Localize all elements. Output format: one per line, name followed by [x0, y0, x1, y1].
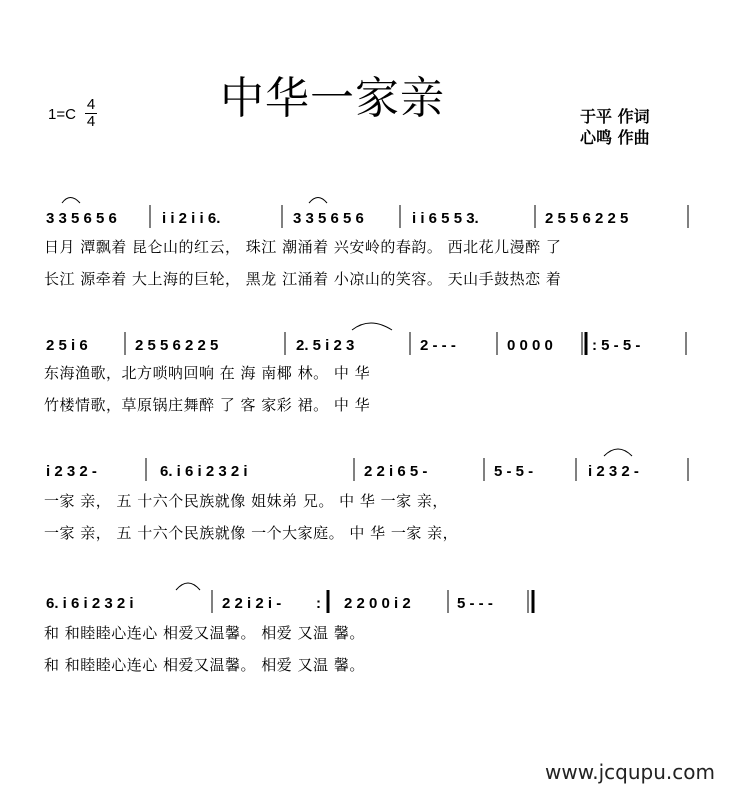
system-1-bar-4: i i 6 5 5 3.	[412, 210, 479, 227]
watermark: www.jcqupu.com	[545, 760, 715, 784]
system-4-bar-2: 2 2 i 2 i -	[222, 595, 282, 612]
system-2-bar-5: 0 0 0 0	[507, 337, 553, 354]
system-3-bar-5: i 2 3 2 -	[588, 463, 639, 480]
system-4-lyric-2: 和 和睦睦心连心 相爱又温馨。 相爱 又温 馨。	[44, 656, 365, 674]
system-3-bar-1: i 2 3 2 -	[46, 463, 97, 480]
system-4-lyric-1: 和 和睦睦心连心 相爱又温馨。 相爱 又温 馨。	[44, 624, 365, 642]
system-1-bar-5: 2 5 5 6 2 2 5	[545, 210, 629, 227]
slur-4	[604, 449, 632, 456]
system-3-lyric-2: 一家 亲， 五 十六个民族就像 一个大家庭。 中 华 一家 亲，	[44, 524, 459, 542]
system-2-lyric-2: 竹楼情歌，草原锅庄舞醉 了 客 家彩 裙。 中 华	[44, 396, 371, 414]
slur-5	[176, 583, 200, 590]
system-1-notation	[46, 198, 688, 229]
composer-credit: 心鸣 作曲	[580, 128, 650, 147]
system-2-bar-2: 2 5 5 6 2 2 5	[135, 337, 219, 354]
time-signature-top: 4	[86, 96, 96, 113]
slur-2	[309, 198, 327, 204]
system-1-bar-2: i i 2 i i 6.	[162, 210, 221, 227]
time-signature-bottom: 4	[86, 113, 96, 130]
slur-3	[352, 323, 392, 330]
system-3-bar-4: 5 - 5 -	[494, 463, 534, 480]
system-1-lyric-1: 日月 潭飘着 昆仑山的红云， 珠江 潮涌着 兴安岭的春韵。 西北花儿漫醉 了	[44, 238, 562, 256]
slur-1	[62, 198, 80, 204]
system-1-lyric-2: 长江 源牵着 大上海的巨轮， 黑龙 江涌着 小凉山的笑容。 天山手鼓热恋 着	[44, 270, 562, 288]
system-4-notation	[46, 583, 533, 613]
key-signature: 1=C	[48, 106, 76, 123]
system-4-bar-4: 5 - - -	[457, 595, 493, 612]
system-4-bar-3: 2 2 0 0 i 2	[344, 595, 411, 612]
system-3-bar-2: 6. i 6 i 2 3 2 i	[160, 463, 248, 480]
system-4-bar-1: 6. i 6 i 2 3 2 i	[46, 595, 134, 612]
repeat-end-dots: :	[316, 595, 321, 612]
system-2-bar-3: 2. 5 i 2 3	[296, 337, 355, 354]
system-3-lyric-1: 一家 亲， 五 十六个民族就像 姐妹弟 兄。 中 华 一家 亲，	[44, 492, 448, 510]
system-1-bar-3: 3 3 5 6 5 6	[293, 210, 364, 227]
system-2-lyric-1: 东海渔歌，北方唢呐回响 在 海 南椰 林。 中 华	[44, 364, 371, 382]
system-2-notation	[46, 323, 686, 355]
system-2-bar-4: 2 - - -	[420, 337, 456, 354]
system-3-notation	[46, 449, 688, 481]
system-2-bar-1: 2 5 i 6	[46, 337, 88, 354]
lyricist-credit: 于平 作词	[580, 107, 650, 126]
system-1-bar-1: 3 3 5 6 5 6	[46, 210, 117, 227]
system-3-bar-3: 2 2 i 6 5 -	[364, 463, 428, 480]
song-title: 中华一家亲	[220, 73, 445, 124]
system-2-bar-6: : 5 - 5 -	[592, 337, 641, 354]
